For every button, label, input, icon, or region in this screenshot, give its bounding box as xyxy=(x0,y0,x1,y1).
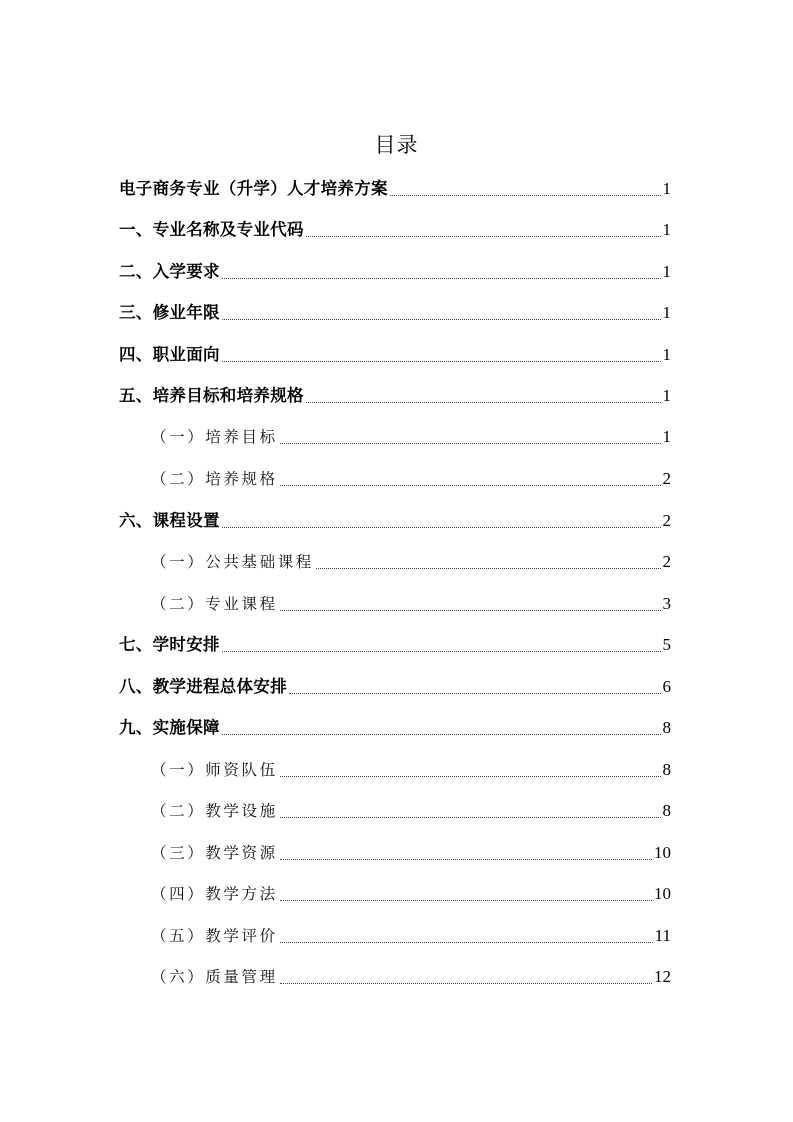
toc-dot-leader xyxy=(280,443,661,444)
toc-entry-label: 七、学时安排 xyxy=(119,635,220,654)
toc-dot-leader xyxy=(222,527,661,528)
toc-dot-leader xyxy=(280,900,652,901)
toc-entry-label: （五）教学评价 xyxy=(151,927,278,945)
toc-entry-page: 5 xyxy=(662,635,671,654)
toc-entry-section-9-6[interactable] xyxy=(151,963,671,991)
toc-entry-page: 6 xyxy=(662,677,671,696)
toc-entry-page: 1 xyxy=(662,220,671,239)
toc-entry-page: 1 xyxy=(662,427,671,446)
toc-entry-section-5[interactable] xyxy=(119,382,671,410)
toc-entry-page: 8 xyxy=(662,718,671,737)
toc-entry-label: （三）教学资源 xyxy=(151,844,278,862)
toc-entry-page: 11 xyxy=(654,926,671,945)
toc-dot-leader xyxy=(316,568,661,569)
toc-entry-section-7[interactable] xyxy=(119,631,671,659)
toc-entry-label: 六、课程设置 xyxy=(119,511,220,530)
toc-entry-page: 3 xyxy=(662,594,671,613)
toc-entry-document-title[interactable] xyxy=(119,175,671,203)
toc-entry-label: （二）专业课程 xyxy=(151,595,278,613)
toc-dot-leader xyxy=(280,983,652,984)
toc-entry-label: 一、专业名称及专业代码 xyxy=(119,220,304,239)
toc-entry-label: （六）质量管理 xyxy=(151,968,278,986)
toc-dot-leader xyxy=(390,195,661,196)
toc-dot-leader xyxy=(280,942,653,943)
toc-entry-label: 二、入学要求 xyxy=(119,262,220,281)
toc-dot-leader xyxy=(280,485,661,486)
toc-entry-label: （二）教学设施 xyxy=(151,802,278,820)
toc-entry-section-6-1[interactable] xyxy=(151,548,671,576)
toc-entry-section-2[interactable] xyxy=(119,258,671,286)
toc-entry-label: 三、修业年限 xyxy=(119,303,220,322)
toc-dot-leader xyxy=(289,693,661,694)
toc-entry-section-9[interactable] xyxy=(119,714,671,742)
toc-entry-label: （四）教学方法 xyxy=(151,885,278,903)
toc-dot-leader xyxy=(280,776,661,777)
toc-entry-section-1[interactable] xyxy=(119,216,671,244)
toc-entry-label: 电子商务专业（升学）人才培养方案 xyxy=(119,179,388,198)
toc-entry-label: 四、职业面向 xyxy=(119,345,220,364)
toc-entry-section-6-2[interactable] xyxy=(151,590,671,618)
toc-dot-leader xyxy=(222,651,661,652)
toc-dot-leader xyxy=(222,319,661,320)
toc-entry-section-6[interactable] xyxy=(119,507,671,535)
toc-entry-label: （二）培养规格 xyxy=(151,470,278,488)
toc-entry-section-9-3[interactable] xyxy=(151,839,671,867)
toc-entry-page: 1 xyxy=(662,345,671,364)
toc-entry-page: 8 xyxy=(662,801,671,820)
toc-entry-page: 8 xyxy=(662,760,671,779)
toc-entry-section-4[interactable] xyxy=(119,341,671,369)
toc-entry-section-3[interactable] xyxy=(119,299,671,327)
toc-entry-label: 八、教学进程总体安排 xyxy=(119,677,287,696)
toc-entry-section-8[interactable] xyxy=(119,673,671,701)
toc-entry-page: 1 xyxy=(662,303,671,322)
toc-entry-label: （一）培养目标 xyxy=(151,428,278,446)
toc-dot-leader xyxy=(222,734,661,735)
toc-dot-leader xyxy=(280,859,652,860)
toc-entry-label: 九、实施保障 xyxy=(119,718,220,737)
toc-entry-section-5-2[interactable] xyxy=(151,465,671,493)
toc-entry-label: （一）公共基础课程 xyxy=(151,553,314,571)
toc-entry-page: 12 xyxy=(654,967,671,986)
toc-dot-leader xyxy=(280,610,661,611)
toc-entry-page: 2 xyxy=(662,511,671,530)
toc-entry-label: （一）师资队伍 xyxy=(151,761,278,779)
toc-entry-page: 1 xyxy=(662,386,671,405)
toc-entry-section-9-2[interactable] xyxy=(151,797,671,825)
toc-entry-page: 10 xyxy=(654,884,671,903)
toc-entry-page: 1 xyxy=(662,179,671,198)
toc-dot-leader xyxy=(280,817,661,818)
toc-dot-leader xyxy=(222,278,661,279)
toc-entry-label: 五、培养目标和培养规格 xyxy=(119,386,304,405)
toc-dot-leader xyxy=(306,236,661,237)
toc-entry-section-9-5[interactable] xyxy=(151,922,671,950)
toc-entry-section-9-4[interactable] xyxy=(151,880,671,908)
toc-dot-leader xyxy=(306,402,661,403)
toc-entry-page: 1 xyxy=(662,262,671,281)
toc-dot-leader xyxy=(222,361,661,362)
toc-entry-section-9-1[interactable] xyxy=(151,756,671,784)
toc-entry-section-5-1[interactable] xyxy=(151,423,671,451)
toc-entry-page: 2 xyxy=(662,469,671,488)
toc-entry-page: 10 xyxy=(654,843,671,862)
toc-title: 目录 xyxy=(374,133,419,157)
toc-entry-page: 2 xyxy=(662,552,671,571)
